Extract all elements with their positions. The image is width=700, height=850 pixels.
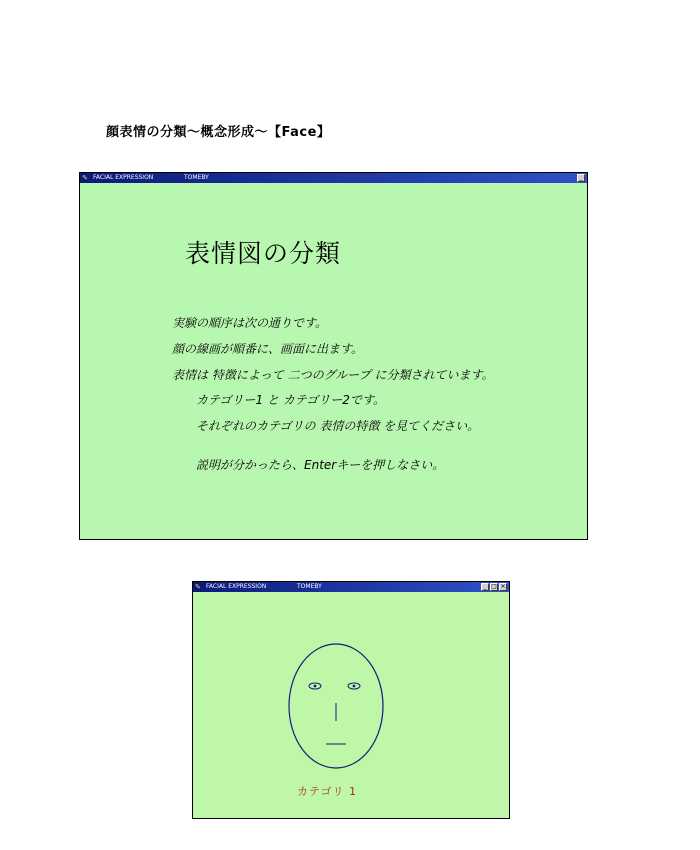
window-subtitle: TOMEBY (184, 174, 209, 181)
window-app-name: FACIAL EXPRESSION (206, 583, 267, 590)
instruction-line-1: 実験の順序は次の通りです。 (172, 316, 328, 330)
title-bar[interactable] (80, 173, 587, 183)
left-eye (309, 683, 321, 689)
instruction-line-2: 顔の線画が順番に、画面に出ます。 (172, 342, 364, 356)
minimize-button[interactable]: _ (481, 583, 489, 591)
category-label: カテゴリ 1 (297, 785, 358, 798)
instruction-line-5: それぞれのカテゴリの 表情の特徴 を見てください。 (196, 419, 480, 433)
title-bar[interactable] (193, 582, 509, 592)
close-button[interactable]: × (500, 583, 506, 590)
face-window (192, 581, 510, 819)
document-heading: 顔表情の分類〜概念形成〜【Face】 (106, 125, 331, 140)
minimize-button[interactable]: _ (577, 174, 585, 182)
app-icon: ✎ (82, 174, 88, 182)
window-subtitle: TOMEBY (297, 583, 322, 590)
instruction-line-3: 表情は 特徴によって 二つのグループ に分類されています。 (172, 368, 494, 382)
instruction-line-6: 説明が分かったら、Enterキーを押しなさい。 (196, 458, 445, 472)
instruction-title: 表情図の分類 (185, 239, 342, 268)
right-eye (348, 683, 360, 689)
maximize-button[interactable]: □ (491, 583, 497, 590)
window-app-name: FACIAL EXPRESSION (93, 174, 154, 181)
app-icon: ✎ (195, 583, 201, 591)
instruction-line-4: カテゴリー1 と カテゴリー2です。 (196, 393, 385, 407)
instruction-window (79, 172, 588, 540)
